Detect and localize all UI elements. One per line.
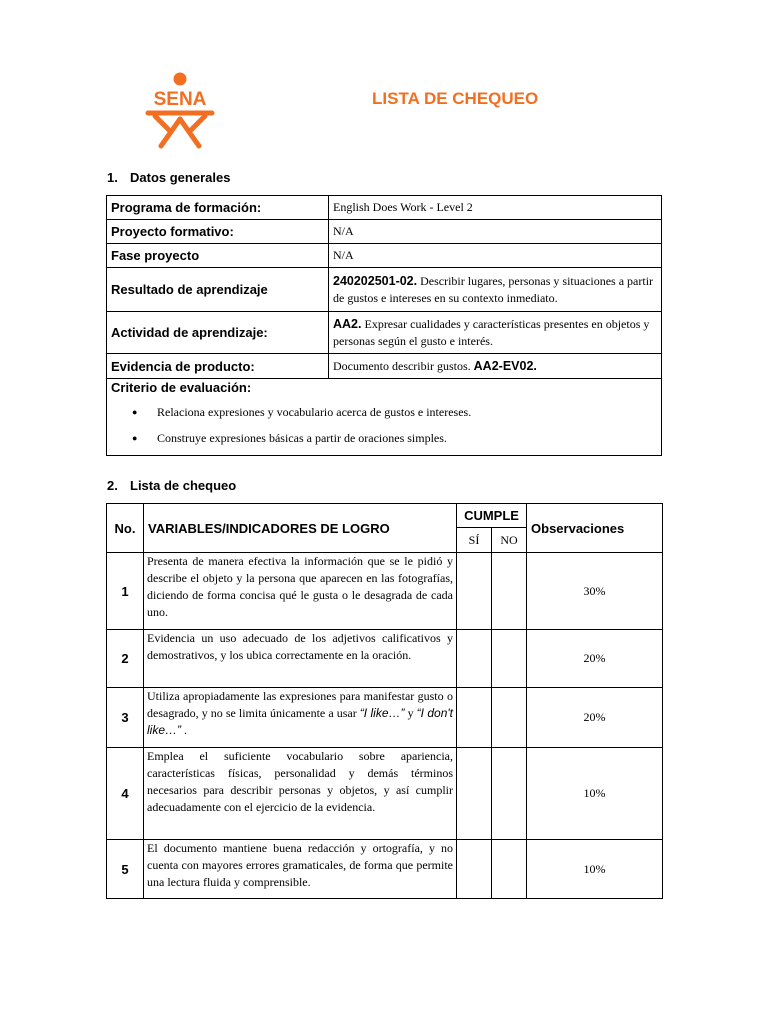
row-indicator-conj: y — [404, 706, 417, 720]
row-indicator-end: . — [181, 723, 188, 737]
row-number: 1 — [107, 553, 144, 630]
sena-logo — [143, 72, 221, 150]
section-2-heading — [107, 478, 236, 493]
resultado-text: Describir lugares, personas y situaciones a partir de gustos e intereses en su contexto inmediato. — [333, 273, 654, 305]
row-programa — [107, 196, 662, 220]
criterio-cell — [107, 379, 662, 456]
si-checkbox-cell[interactable] — [457, 748, 492, 840]
evidencia-label: Evidencia de producto: — [107, 354, 329, 379]
row-indicator: Presenta de manera efectiva la información que se le pidió y describe el objeto y la persona que aparecen en las fotografías, diciendo de forma concisa qué le gusta o le desagrada de cada uno. — [144, 553, 457, 630]
col-cumple-header: CUMPLE — [457, 504, 527, 528]
criterio-item: ● Relaciona expresiones y vocabulario acerca de gustos e intereses. — [107, 403, 661, 429]
row-observation: 20% — [527, 688, 663, 748]
row-indicator: Emplea el suficiente vocabulario sobre apariencia, características físicas, personalidad y demás términos necesarios para describir personas y objetos, y así cumplir adecuadamente con el ejercicio de la evidencia. — [144, 748, 457, 840]
section-1-heading — [107, 170, 230, 185]
row-observation: 10% — [527, 840, 663, 899]
col-si-header: SÍ — [457, 528, 492, 553]
checklist-table — [106, 503, 663, 899]
row-observation: 30% — [527, 553, 663, 630]
no-checkbox-cell[interactable] — [492, 748, 527, 840]
table-row — [107, 630, 663, 688]
si-checkbox-cell[interactable] — [457, 840, 492, 899]
criterio-item: ● Construye expresiones básicas a partir de oraciones simples. — [107, 429, 661, 455]
row-resultado — [107, 268, 662, 312]
no-checkbox-cell[interactable] — [492, 553, 527, 630]
resultado-label: Resultado de aprendizaje — [107, 268, 329, 312]
actividad-value — [329, 312, 662, 354]
programa-value: English Does Work - Level 2 — [329, 196, 662, 220]
no-checkbox-cell[interactable] — [492, 688, 527, 748]
row-number: 3 — [107, 688, 144, 748]
row-number: 5 — [107, 840, 144, 899]
row-indicator-quote-2: “I don't like…” — [147, 706, 453, 737]
row-indicator: Evidencia un uso adecuado de los adjetivos calificativos y demostrativos, y los ubica correctamente en la oración. — [144, 630, 457, 688]
row-indicator-text: Utiliza apropiadamente las expresiones para manifestar gusto o desagrado, y no se limita únicamente a usar — [147, 689, 453, 720]
table-row — [107, 688, 663, 748]
actividad-label: Actividad de aprendizaje: — [107, 312, 329, 354]
no-checkbox-cell[interactable] — [492, 840, 527, 899]
col-no-header: No. — [107, 504, 144, 553]
actividad-text: Expresar cualidades y características presentes en objetos y personas según el gusto e interés. — [333, 316, 650, 348]
evidencia-code: AA2-EV02. — [473, 358, 537, 373]
programa-label: Programa de formación: — [107, 196, 329, 220]
proyecto-value: N/A — [329, 220, 662, 244]
si-checkbox-cell[interactable] — [457, 688, 492, 748]
row-indicator-quote-1: “I like…” — [359, 706, 405, 720]
si-checkbox-cell[interactable] — [457, 553, 492, 630]
col-observaciones-header: Observaciones — [527, 504, 663, 553]
row-criterio — [107, 379, 662, 456]
proyecto-label: Proyecto formativo: — [107, 220, 329, 244]
table-row — [107, 840, 663, 899]
col-no-sub-header: NO — [492, 528, 527, 553]
row-fase — [107, 244, 662, 268]
row-indicator — [144, 688, 457, 748]
sena-logo-text: SENA — [153, 89, 207, 110]
row-observation: 20% — [527, 630, 663, 688]
section-2-title: Lista de chequeo — [130, 478, 237, 493]
evidencia-value — [329, 354, 662, 379]
table-row — [107, 553, 663, 630]
row-evidencia — [107, 354, 662, 379]
general-data-table — [106, 195, 662, 456]
fase-value: N/A — [329, 244, 662, 268]
criterio-list — [107, 403, 661, 455]
si-checkbox-cell[interactable] — [457, 630, 492, 688]
section-2-number: 2. — [107, 478, 118, 493]
row-proyecto — [107, 220, 662, 244]
resultado-code: 240202501-02. — [333, 273, 418, 288]
col-variables-header: VARIABLES/INDICADORES DE LOGRO — [144, 504, 457, 553]
document-title: LISTA DE CHEQUEO — [372, 89, 539, 108]
fase-label: Fase proyecto — [107, 244, 329, 268]
section-1-number: 1. — [107, 170, 118, 185]
checklist-header-row — [107, 504, 663, 528]
row-observation: 10% — [527, 748, 663, 840]
row-indicator: El documento mantiene buena redacción y ortografía, y no cuenta con mayores errores gramaticales, de forma que permite una lectura fluida y comprensible. — [144, 840, 457, 899]
section-1-title: Datos generales — [130, 170, 231, 185]
no-checkbox-cell[interactable] — [492, 630, 527, 688]
resultado-value — [329, 268, 662, 312]
table-row — [107, 748, 663, 840]
criterio-label: Criterio de evaluación: — [111, 380, 252, 395]
row-number: 4 — [107, 748, 144, 840]
actividad-code: AA2. — [333, 316, 362, 331]
row-number: 2 — [107, 630, 144, 688]
evidencia-text: Documento describir gustos. — [333, 358, 474, 373]
row-actividad — [107, 312, 662, 354]
